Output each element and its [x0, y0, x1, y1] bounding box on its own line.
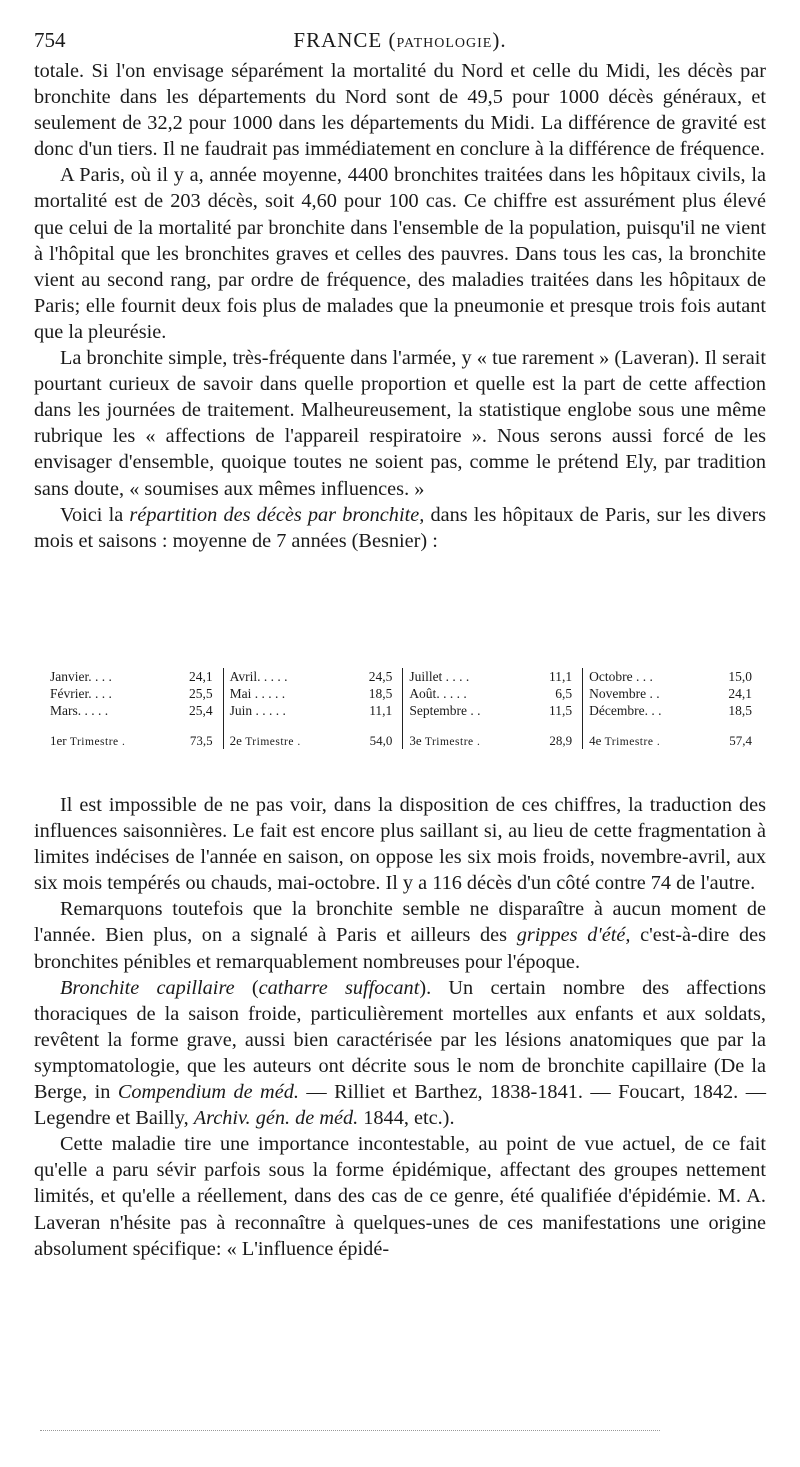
running-header	[34, 28, 766, 54]
italic-run: Bronchite capillaire	[60, 976, 235, 999]
quarter-word: Trimestre .	[69, 736, 126, 748]
quarter-ordinal: 2e	[229, 733, 246, 748]
text-run: 1844, etc.).	[358, 1107, 455, 1130]
paragraph: Il est impossible de ne pas voir, dans la disposition de ces chiffres, la traduction des influences saisonnières. Le fait est encore plus saillant si, au lieu de cette fragmentation à limites indécises de l'année en saison, on oppose les six mois froids, novembre-avril, aux six mois tempérés ou chauds, mai-octobre. Il y a 116 décès d'un côté contre 74 de l'autre.	[34, 794, 766, 895]
month-label: Mars. . . . .	[50, 703, 109, 718]
month-value: 6,5	[521, 685, 583, 702]
quarter-value: 57,4	[729, 733, 752, 748]
paragraph: totale. Si l'on envisage séparément la mortalité du Nord et celle du Midi, les décès par bronchite dans les départements du Nord sont de 49,5 pour 1000 décès généraux, et seulement de 32,2 pour 1000 dans les départements du Midi. La différence de gravité est donc d'un tiers. Il ne faudrait pas immédiatement en conclure à la différence de fréquence.	[34, 60, 766, 161]
italic-run: catharre suffocant	[258, 976, 420, 999]
month-label: Mai . . . . .	[229, 686, 286, 701]
quarter-word: Trimestre .	[424, 736, 481, 748]
italic-run: répartition des décès par bronchite,	[129, 503, 425, 526]
text-run: c'est-à-dire des bronchites pénibles et remarquablement nombreuses pour l'époque.	[34, 924, 767, 973]
quarter-label	[583, 719, 701, 749]
italic-run: Compendium de méd.	[117, 1081, 299, 1104]
month-value: 11,1	[341, 702, 403, 719]
quarter-value: 28,9	[521, 719, 583, 749]
paragraph	[34, 975, 766, 1132]
table-row	[44, 702, 762, 719]
table-row	[44, 685, 762, 702]
quarter-label	[223, 719, 341, 749]
month-value: 15,0	[728, 669, 752, 684]
paragraph: Cette maladie tire une importance incontestable, au point de vue actuel, de ce fait qu'elle a paru sévir parfois sous la forme épidémique, affectant des groupes nettement limités, et qu'elle a réellement, dans des cas de ce genre, été qualifiée d'épidémie. M. A. Laveran n'hésite pas à reconnaître à quelques-unes de ces manifestations une origine absolument spécifique: « L'influence épidé-	[34, 1133, 766, 1260]
month-value: 25,5	[161, 685, 223, 702]
title-end: ).	[492, 28, 507, 52]
page-number: 754	[34, 28, 66, 52]
quarter-value: 54,0	[341, 719, 403, 749]
month-label: Janvier. . . .	[50, 669, 112, 684]
month-value: 24,5	[341, 668, 403, 685]
quarter-ordinal: 1er	[50, 733, 70, 748]
quarter-label	[403, 719, 521, 749]
totals-row	[44, 719, 762, 749]
monthly-deaths-table	[44, 668, 762, 749]
month-label: Août. . . . .	[409, 686, 467, 701]
italic-run: grippes d'été,	[516, 924, 631, 947]
text-block-upper	[34, 58, 766, 554]
paragraph: A Paris, où il y a, année moyenne, 4400 bronchites traitées dans les hôpitaux civils, la mortalité est de 203 décès, soit 4,60 pour 100 cas. Ce chiffre est assurément plus élevé que celui de la mortalité par bronchite dans l'ensemble de la population, puisqu'il ne vient à l'hôpital que les bronchites graves et celles des pauvres. Dans tous les cas, la bronchite vient au second rang, par ordre de fréquence, des maladies traitées dans les hôpitaux de Paris; elle fournit deux fois plus de malades que la pneumonie et presque trois fois autant que la pleurésie.	[34, 164, 766, 343]
running-title	[34, 28, 766, 53]
italic-run: Archiv. gén. de méd.	[193, 1107, 359, 1130]
month-label: Novembre . .	[589, 686, 660, 701]
month-value: 24,1	[728, 686, 752, 701]
text-block-lower	[34, 792, 766, 1262]
text-run: ). Un certain nombre des affections thoraciques de la saison froide, particulièrement mortelles aux enfants et aux soldats, revêtent la forme grave, aussi bien caractérisée par les lésions anatomiques que par la symptomatologie, que les auteurs ont décrite sous le nom de bronchite capillaire (De la Berge, in	[34, 976, 766, 1104]
month-value: 24,1	[161, 668, 223, 685]
text-run: — Rilliet et Barthez, 1838-1841. — Foucart, 1842. — Legendre et Bailly,	[34, 1081, 766, 1130]
month-value: 18,5	[728, 703, 752, 718]
text-run: dans les hôpitaux de Paris, sur les divers mois et saisons : moyenne de 7 années (Besnier) :	[34, 503, 766, 552]
quarter-word: Trimestre .	[245, 736, 301, 748]
quarter-word: Trimestre .	[604, 736, 661, 748]
month-label: Février. . . .	[50, 686, 112, 701]
footer-rule	[40, 1430, 660, 1431]
paragraph	[34, 896, 766, 974]
title-main: FRANCE (	[293, 28, 397, 52]
month-value: 11,1	[521, 668, 583, 685]
paragraph	[34, 502, 766, 554]
month-label: Avril. . . . .	[229, 669, 288, 684]
month-label: Décembre. . .	[589, 703, 662, 718]
quarter-ordinal: 4e	[589, 733, 605, 748]
month-value: 11,5	[521, 702, 583, 719]
month-label: Octobre . . .	[589, 669, 653, 684]
month-label: Juillet . . . .	[409, 669, 470, 684]
paragraph: La bronchite simple, très-fréquente dans l'armée, y « tue rarement » (Laveran). Il serait pourtant curieux de savoir dans quelle proportion et quelle est la part de cette affection dans les journées de traitement. Malheureusement, la statistique englobe sous une même rubrique les « affections de l'appareil respiratoire ». Nous serons aussi forcé de les envisager d'ensemble, quoique toutes ne soient pas, comme le prétend Ely, par tradition sans doute, « soumises aux mêmes influences. »	[34, 347, 766, 500]
month-label: Septembre . .	[409, 703, 481, 718]
title-subject: PATHOLOGIE	[396, 36, 493, 51]
month-label: Juin . . . . .	[229, 703, 286, 718]
text-run: Remarquons toutefois que la bronchite semble ne disparaître à aucun moment de l'année. Bien plus, on a signalé à Paris et ailleurs des	[34, 898, 766, 947]
quarter-label	[44, 719, 161, 749]
quarter-value: 73,5	[161, 719, 223, 749]
month-value: 25,4	[161, 702, 223, 719]
quarter-ordinal: 3e	[409, 733, 425, 748]
text-run: Voici la	[60, 503, 130, 526]
table-row	[44, 668, 762, 685]
month-value: 18,5	[341, 685, 403, 702]
text-run: (	[234, 976, 259, 999]
